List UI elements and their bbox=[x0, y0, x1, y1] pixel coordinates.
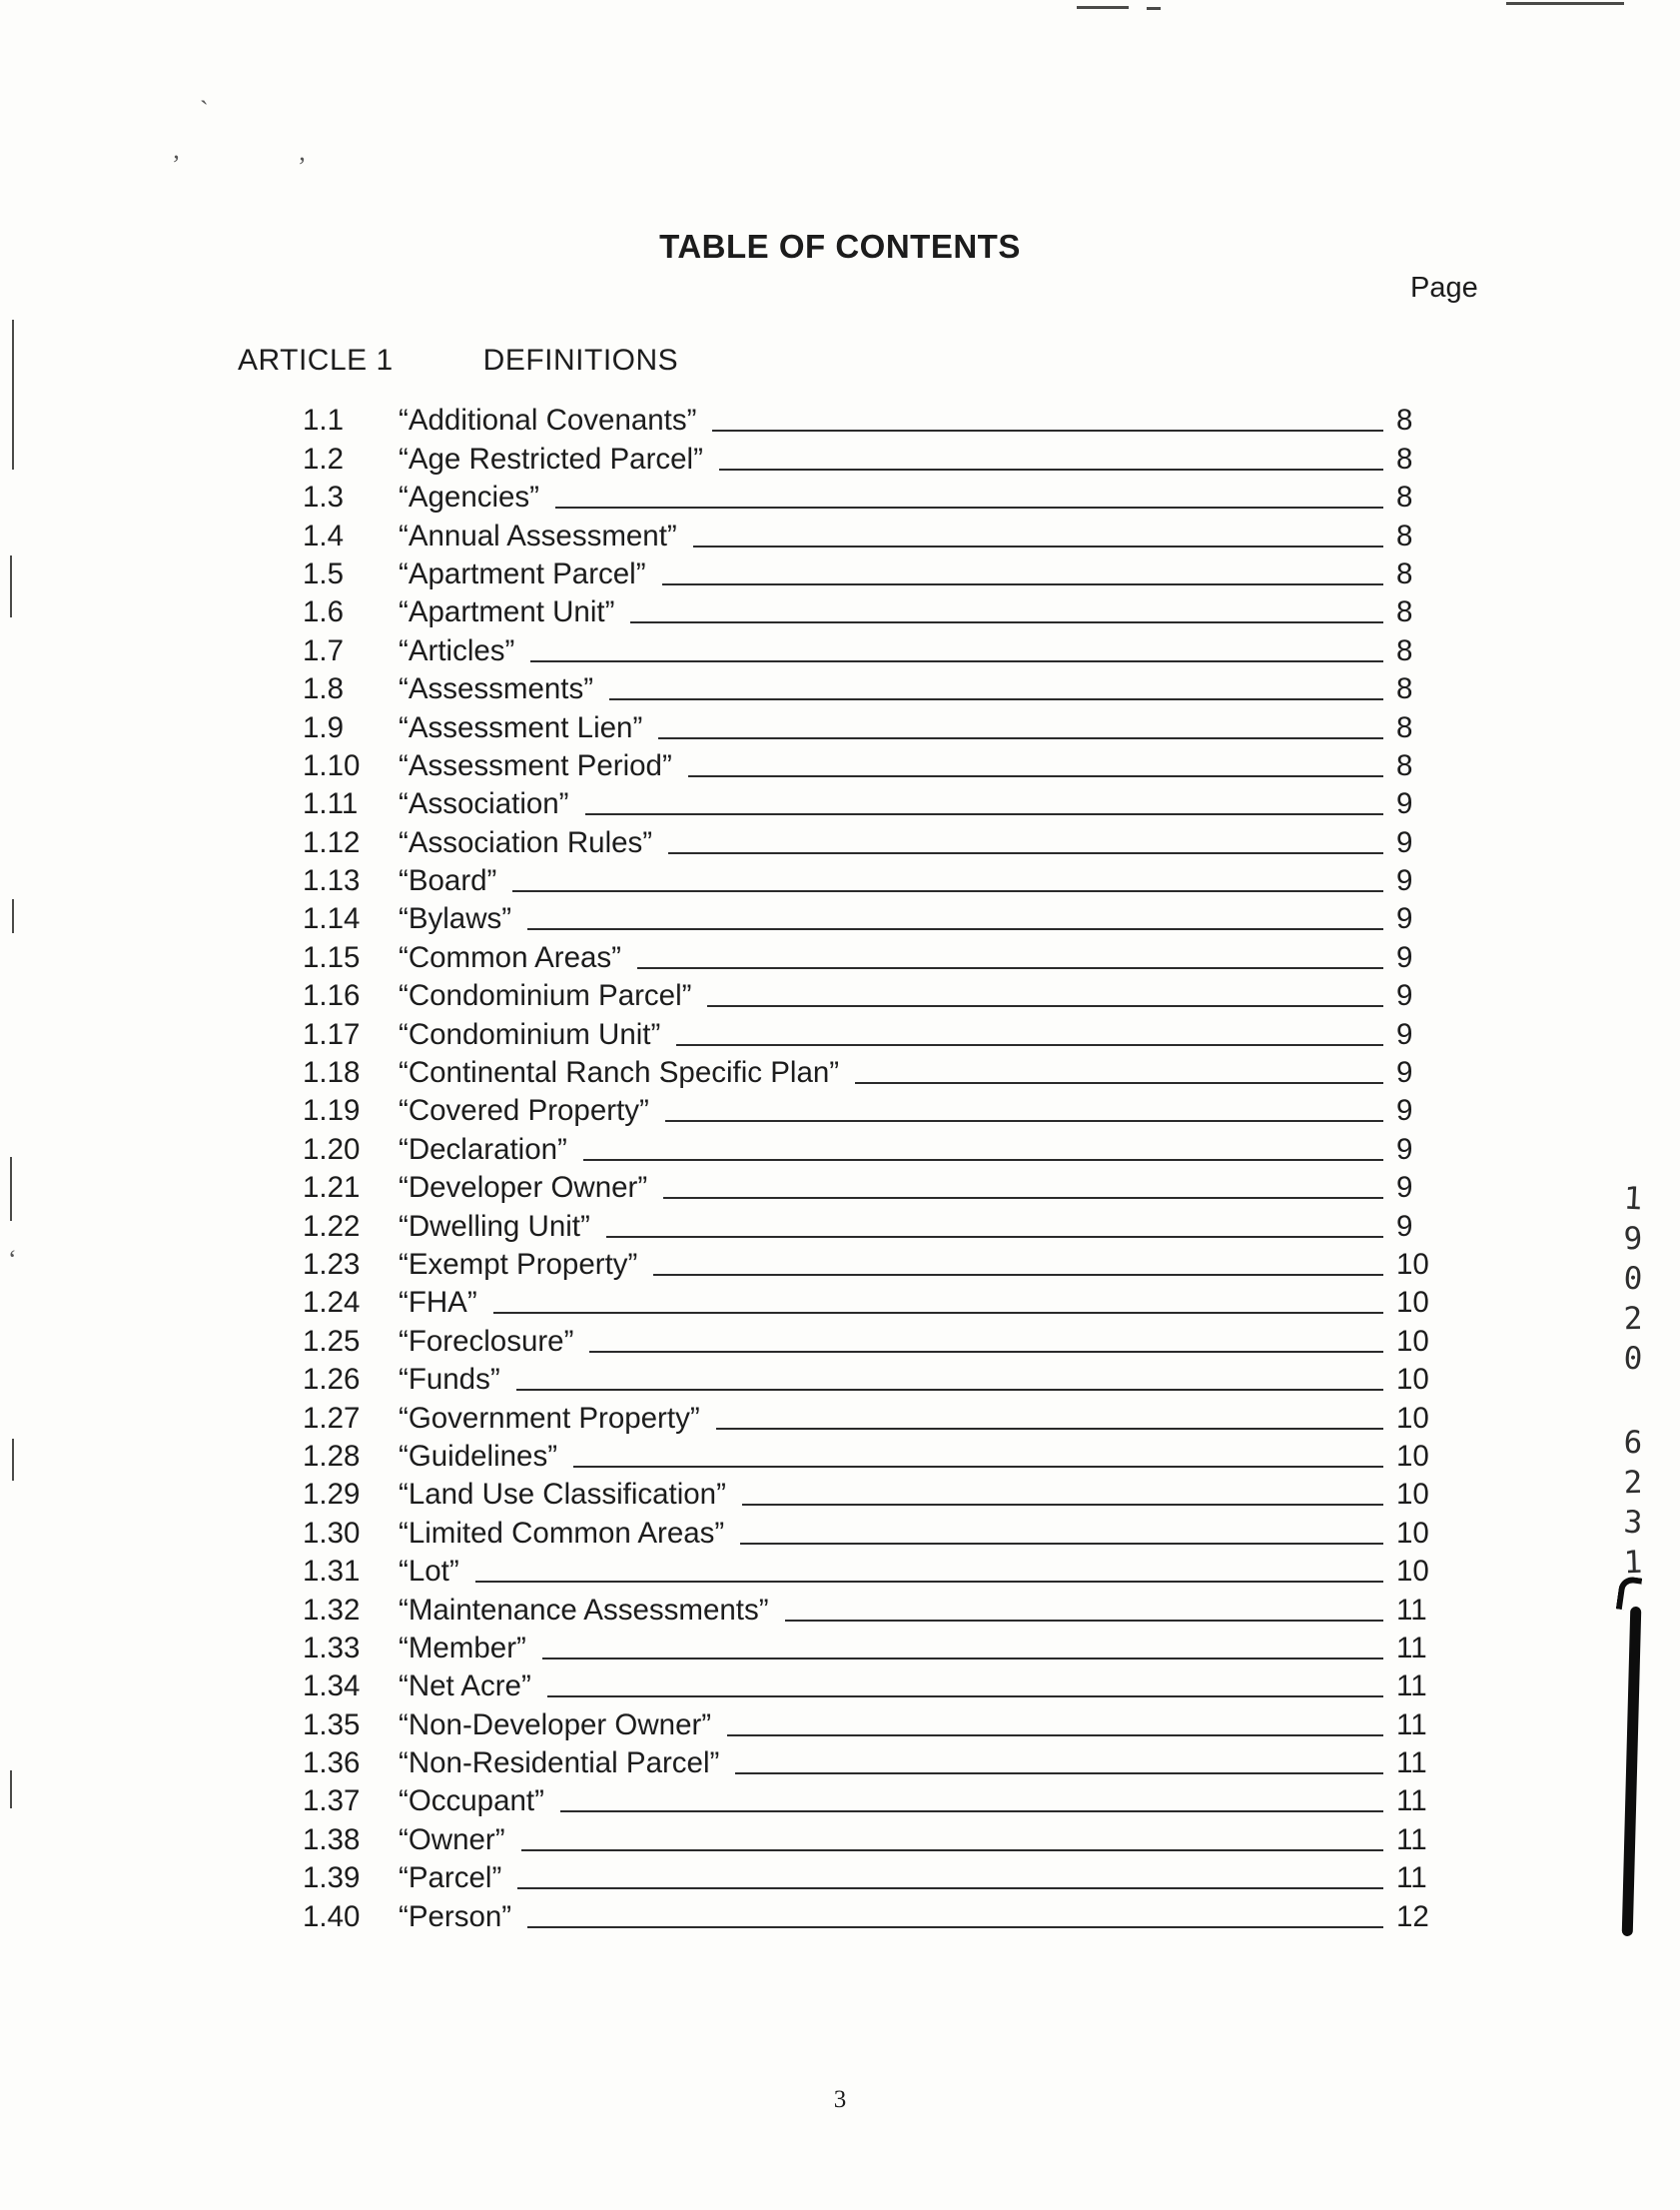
toc-row bbox=[303, 936, 1437, 974]
scan-artifact-line bbox=[12, 1439, 14, 1481]
toc-entry-page: 9 bbox=[1396, 825, 1413, 859]
toc-entry-page: 9 bbox=[1396, 1209, 1413, 1243]
toc-row bbox=[303, 1818, 1437, 1856]
toc-entry-number: 1.12 bbox=[303, 825, 361, 859]
toc-leader-line bbox=[712, 430, 1383, 432]
toc-entry-number: 1.8 bbox=[303, 672, 345, 706]
toc-entry-title: “Member” bbox=[399, 1631, 526, 1664]
toc-entry-number: 1.17 bbox=[303, 1017, 361, 1051]
toc-entry-title: “Apartment Unit” bbox=[399, 595, 615, 629]
scan-artifact-mark: ’ bbox=[298, 152, 307, 181]
scan-artifact-line bbox=[10, 1770, 12, 1808]
toc-entry-page: 10 bbox=[1396, 1363, 1429, 1397]
page-column-label: Page bbox=[1410, 272, 1478, 304]
toc-row bbox=[303, 1128, 1437, 1166]
toc-entry-page: 8 bbox=[1396, 672, 1413, 706]
toc-entry-number: 1.21 bbox=[303, 1171, 361, 1205]
toc-entry-page: 9 bbox=[1396, 864, 1413, 898]
toc-entry-title: “Common Areas” bbox=[399, 940, 621, 974]
toc-leader-line bbox=[609, 698, 1383, 700]
stamp-digit: 2 bbox=[1623, 1300, 1643, 1338]
toc-entry-page: 9 bbox=[1396, 902, 1413, 936]
toc-entry-title: “Assessments” bbox=[399, 672, 594, 706]
toc-entry-number: 1.32 bbox=[303, 1593, 361, 1627]
article-title: DEFINITIONS bbox=[482, 344, 679, 377]
toc-row bbox=[303, 1013, 1437, 1051]
toc-row bbox=[303, 591, 1437, 629]
toc-entry-title: “Land Use Classification” bbox=[399, 1478, 726, 1512]
toc-entry-page: 12 bbox=[1396, 1899, 1429, 1933]
toc-leader-line bbox=[663, 1197, 1383, 1199]
toc-list bbox=[303, 400, 1437, 1934]
toc-entry-title: “Articles” bbox=[399, 633, 515, 667]
toc-entry-title: “Board” bbox=[399, 864, 497, 898]
toc-entry-number: 1.1 bbox=[303, 404, 345, 438]
toc-entry-title: “Annual Assessment” bbox=[399, 519, 677, 552]
toc-entry-number: 1.36 bbox=[303, 1746, 361, 1780]
toc-entry-number: 1.7 bbox=[303, 633, 345, 667]
toc-entry-number: 1.5 bbox=[303, 556, 345, 590]
toc-leader-line bbox=[658, 737, 1383, 739]
toc-row bbox=[303, 553, 1437, 591]
toc-leader-line bbox=[585, 813, 1383, 815]
toc-entry-page: 9 bbox=[1396, 1094, 1413, 1128]
stamp-digit: 0 bbox=[1622, 1260, 1644, 1298]
stamp-digit: 2 bbox=[1623, 1464, 1643, 1502]
toc-entry-title: “Maintenance Assessments” bbox=[399, 1593, 769, 1627]
toc-entry-page: 9 bbox=[1396, 979, 1413, 1013]
toc-entry-number: 1.20 bbox=[303, 1132, 361, 1166]
toc-row bbox=[303, 821, 1437, 859]
toc-row bbox=[303, 1436, 1437, 1474]
recording-stamp-bottom bbox=[1612, 1423, 1654, 1583]
toc-entry-number: 1.33 bbox=[303, 1631, 361, 1664]
toc-entry-title: “FHA” bbox=[399, 1286, 477, 1320]
toc-entry-number: 1.25 bbox=[303, 1324, 361, 1358]
toc-entry-title: “Owner” bbox=[399, 1822, 505, 1856]
toc-entry-page: 10 bbox=[1396, 1516, 1429, 1550]
toc-leader-line bbox=[727, 1734, 1383, 1736]
toc-entry-title: “Funds” bbox=[399, 1363, 500, 1397]
toc-entry-page: 8 bbox=[1396, 404, 1413, 438]
footer-page-number: 3 bbox=[833, 2086, 847, 2113]
toc-entry-title: “Government Property” bbox=[399, 1401, 700, 1435]
toc-leader-line bbox=[693, 546, 1383, 548]
toc-entry-page: 11 bbox=[1396, 1707, 1427, 1741]
toc-entry-number: 1.2 bbox=[303, 442, 345, 476]
toc-row bbox=[303, 975, 1437, 1013]
toc-leader-line bbox=[653, 1274, 1383, 1276]
toc-entry-page: 11 bbox=[1396, 1784, 1427, 1818]
toc-row bbox=[303, 1397, 1437, 1435]
toc-entry-page: 8 bbox=[1396, 481, 1413, 515]
toc-row bbox=[303, 1895, 1437, 1933]
scan-artifact-mark: ’ bbox=[172, 150, 181, 179]
toc-entry-number: 1.4 bbox=[303, 519, 345, 552]
toc-entry-title: “Non-Residential Parcel” bbox=[399, 1746, 720, 1780]
stamp-digit: 9 bbox=[1623, 1220, 1643, 1258]
toc-row bbox=[303, 668, 1437, 706]
toc-leader-line bbox=[630, 621, 1383, 623]
toc-entry-page: 9 bbox=[1396, 1056, 1413, 1090]
toc-entry-number: 1.11 bbox=[303, 787, 359, 821]
toc-entry-page: 11 bbox=[1396, 1746, 1427, 1780]
toc-row bbox=[303, 860, 1437, 898]
toc-row bbox=[303, 1665, 1437, 1703]
toc-entry-number: 1.14 bbox=[303, 902, 361, 936]
toc-leader-line bbox=[521, 1849, 1383, 1851]
toc-entry-title: “Apartment Parcel” bbox=[399, 556, 646, 590]
toc-entry-title: “Parcel” bbox=[399, 1861, 502, 1895]
toc-row bbox=[303, 1742, 1437, 1780]
toc-entry-number: 1.22 bbox=[303, 1209, 361, 1243]
toc-row bbox=[303, 1703, 1437, 1741]
toc-leader-line bbox=[542, 1658, 1383, 1659]
toc-entry-title: “Bylaws” bbox=[399, 902, 512, 936]
scan-artifact-line bbox=[12, 899, 14, 933]
toc-entry-number: 1.27 bbox=[303, 1401, 361, 1435]
toc-row bbox=[303, 1052, 1437, 1090]
stamp-digit: 3 bbox=[1622, 1504, 1644, 1542]
stamp-digit: 1 bbox=[1622, 1180, 1644, 1218]
toc-leader-line bbox=[855, 1082, 1383, 1084]
toc-entry-title: “Guidelines” bbox=[399, 1439, 558, 1473]
toc-entry-number: 1.24 bbox=[303, 1286, 361, 1320]
toc-row bbox=[303, 1512, 1437, 1550]
toc-entry-title: “Non-Developer Owner” bbox=[399, 1707, 712, 1741]
toc-row bbox=[303, 1780, 1437, 1818]
toc-entry-title: “Association Rules” bbox=[399, 825, 653, 859]
toc-leader-line bbox=[560, 1810, 1383, 1812]
toc-leader-line bbox=[785, 1620, 1383, 1622]
page-title: TABLE OF CONTENTS bbox=[659, 228, 1021, 265]
toc-entry-title: “Continental Ranch Specific Plan” bbox=[399, 1056, 840, 1090]
toc-leader-line bbox=[573, 1466, 1383, 1468]
toc-row bbox=[303, 745, 1437, 783]
toc-entry-number: 1.3 bbox=[303, 481, 345, 515]
toc-entry-page: 8 bbox=[1396, 710, 1413, 744]
toc-leader-line bbox=[676, 1044, 1383, 1046]
article-number: ARTICLE 1 bbox=[238, 344, 394, 377]
toc-entry-title: “Foreclosure” bbox=[399, 1324, 574, 1358]
toc-entry-number: 1.35 bbox=[303, 1707, 361, 1741]
toc-row bbox=[303, 1628, 1437, 1665]
toc-leader-line bbox=[707, 1005, 1383, 1007]
toc-entry-title: “Occupant” bbox=[399, 1784, 544, 1818]
toc-row bbox=[303, 1205, 1437, 1243]
toc-entry-page: 9 bbox=[1396, 1017, 1413, 1051]
toc-entry-page: 10 bbox=[1396, 1401, 1429, 1435]
toc-entry-page: 11 bbox=[1396, 1822, 1427, 1856]
toc-leader-line bbox=[475, 1581, 1383, 1583]
toc-entry-number: 1.28 bbox=[303, 1439, 361, 1473]
scan-artifact-dash bbox=[1147, 7, 1161, 10]
toc-entry-page: 10 bbox=[1396, 1286, 1429, 1320]
toc-row bbox=[303, 1857, 1437, 1895]
toc-entry-title: “Declaration” bbox=[399, 1132, 567, 1166]
stamp-digit: 1 bbox=[1623, 1544, 1643, 1582]
toc-entry-title: “Assessment Lien” bbox=[399, 710, 643, 744]
toc-row bbox=[303, 477, 1437, 515]
toc-row bbox=[303, 1320, 1437, 1358]
toc-leader-line bbox=[512, 890, 1383, 892]
scan-artifact-line bbox=[10, 1157, 12, 1221]
toc-entry-title: “Covered Property” bbox=[399, 1094, 649, 1128]
toc-row bbox=[303, 629, 1437, 667]
toc-leader-line bbox=[742, 1504, 1383, 1506]
toc-entry-number: 1.23 bbox=[303, 1247, 361, 1281]
toc-entry-number: 1.19 bbox=[303, 1094, 361, 1128]
scan-artifact-dash bbox=[1506, 2, 1624, 5]
toc-entry-page: 11 bbox=[1396, 1669, 1427, 1703]
toc-leader-line bbox=[688, 775, 1383, 777]
scan-artifact-line bbox=[12, 320, 14, 470]
toc-entry-number: 1.6 bbox=[303, 595, 345, 629]
toc-entry-page: 11 bbox=[1396, 1631, 1427, 1664]
toc-entry-page: 9 bbox=[1396, 1171, 1413, 1205]
toc-entry-title: “Dwelling Unit” bbox=[399, 1209, 590, 1243]
toc-entry-number: 1.15 bbox=[303, 940, 361, 974]
toc-leader-line bbox=[493, 1312, 1383, 1314]
toc-row bbox=[303, 1090, 1437, 1128]
toc-entry-page: 11 bbox=[1396, 1861, 1427, 1895]
toc-entry-number: 1.9 bbox=[303, 710, 345, 744]
toc-leader-line bbox=[716, 1428, 1383, 1430]
toc-entry-page: 8 bbox=[1396, 633, 1413, 667]
toc-row bbox=[303, 1474, 1437, 1512]
toc-row bbox=[303, 515, 1437, 552]
toc-leader-line bbox=[662, 583, 1383, 585]
toc-entry-title: “Net Acre” bbox=[399, 1669, 531, 1703]
toc-entry-number: 1.16 bbox=[303, 979, 361, 1013]
stamp-digit: 0 bbox=[1622, 1340, 1644, 1378]
scan-artifact-mark: ˋ bbox=[200, 96, 209, 125]
scan-artifact-line bbox=[10, 555, 12, 617]
toc-leader-line bbox=[740, 1543, 1383, 1545]
toc-entry-page: 8 bbox=[1396, 442, 1413, 476]
toc-entry-title: “Limited Common Areas” bbox=[399, 1516, 725, 1550]
toc-entry-title: “Agencies” bbox=[399, 481, 540, 515]
toc-leader-line bbox=[516, 1389, 1383, 1391]
toc-leader-line bbox=[735, 1772, 1383, 1774]
toc-leader-line bbox=[668, 852, 1383, 854]
toc-entry-page: 8 bbox=[1396, 595, 1413, 629]
toc-entry-number: 1.26 bbox=[303, 1363, 361, 1397]
toc-entry-page: 11 bbox=[1396, 1593, 1427, 1627]
toc-leader-line bbox=[517, 1887, 1383, 1889]
toc-entry-title: “Additional Covenants” bbox=[399, 404, 697, 438]
toc-entry-title: “Condominium Parcel” bbox=[399, 979, 692, 1013]
toc-entry-number: 1.39 bbox=[303, 1861, 361, 1895]
toc-leader-line bbox=[719, 469, 1383, 471]
toc-row bbox=[303, 898, 1437, 936]
toc-leader-line bbox=[555, 507, 1383, 509]
toc-entry-number: 1.31 bbox=[303, 1555, 361, 1589]
toc-entry-title: “Assessment Period” bbox=[399, 748, 672, 782]
toc-entry-page: 9 bbox=[1396, 1132, 1413, 1166]
toc-row bbox=[303, 400, 1437, 438]
toc-row bbox=[303, 1282, 1437, 1320]
toc-entry-page: 8 bbox=[1396, 748, 1413, 782]
toc-entry-page: 10 bbox=[1396, 1247, 1429, 1281]
toc-entry-number: 1.29 bbox=[303, 1478, 361, 1512]
toc-entry-number: 1.13 bbox=[303, 864, 361, 898]
toc-row bbox=[303, 1551, 1437, 1589]
toc-row bbox=[303, 1359, 1437, 1397]
toc-entry-page: 10 bbox=[1396, 1478, 1429, 1512]
toc-entry-title: “Association” bbox=[399, 787, 569, 821]
toc-leader-line bbox=[530, 660, 1383, 662]
toc-row bbox=[303, 1167, 1437, 1205]
toc-entry-page: 9 bbox=[1396, 787, 1413, 821]
toc-leader-line bbox=[637, 967, 1383, 969]
toc-entry-number: 1.30 bbox=[303, 1516, 361, 1550]
ink-mark bbox=[1622, 1607, 1642, 1936]
toc-leader-line bbox=[527, 1926, 1383, 1928]
toc-entry-number: 1.18 bbox=[303, 1056, 361, 1090]
toc-entry-page: 8 bbox=[1396, 519, 1413, 552]
toc-entry-page: 9 bbox=[1396, 940, 1413, 974]
toc-leader-line bbox=[547, 1695, 1383, 1697]
toc-row bbox=[303, 438, 1437, 476]
toc-leader-line bbox=[589, 1351, 1383, 1353]
toc-entry-title: “Age Restricted Parcel” bbox=[399, 442, 703, 476]
toc-entry-number: 1.34 bbox=[303, 1669, 361, 1703]
toc-row bbox=[303, 1589, 1437, 1627]
toc-leader-line bbox=[527, 928, 1383, 930]
toc-row bbox=[303, 783, 1437, 821]
toc-entry-number: 1.40 bbox=[303, 1899, 361, 1933]
toc-row bbox=[303, 706, 1437, 744]
toc-leader-line bbox=[606, 1236, 1383, 1238]
toc-entry-page: 10 bbox=[1396, 1555, 1429, 1589]
toc-entry-title: “Condominium Unit” bbox=[399, 1017, 661, 1051]
article-heading bbox=[238, 344, 678, 378]
toc-entry-title: “Developer Owner” bbox=[399, 1171, 648, 1205]
toc-entry-page: 10 bbox=[1396, 1324, 1429, 1358]
toc-entry-number: 1.38 bbox=[303, 1822, 361, 1856]
toc-row bbox=[303, 1244, 1437, 1282]
stamp-digit: 6 bbox=[1622, 1424, 1644, 1462]
toc-entry-page: 8 bbox=[1396, 556, 1413, 590]
toc-entry-title: “Exempt Property” bbox=[399, 1247, 638, 1281]
scan-artifact-mark: ʻ bbox=[8, 1245, 17, 1274]
toc-entry-number: 1.10 bbox=[303, 748, 361, 782]
recording-stamp-top bbox=[1612, 1179, 1654, 1379]
toc-leader-line bbox=[583, 1159, 1383, 1161]
toc-leader-line bbox=[665, 1120, 1383, 1122]
toc-entry-title: “Lot” bbox=[399, 1555, 459, 1589]
toc-entry-page: 10 bbox=[1396, 1439, 1429, 1473]
toc-entry-number: 1.37 bbox=[303, 1784, 361, 1818]
toc-entry-title: “Person” bbox=[399, 1899, 512, 1933]
scan-artifact-dash bbox=[1077, 6, 1129, 9]
